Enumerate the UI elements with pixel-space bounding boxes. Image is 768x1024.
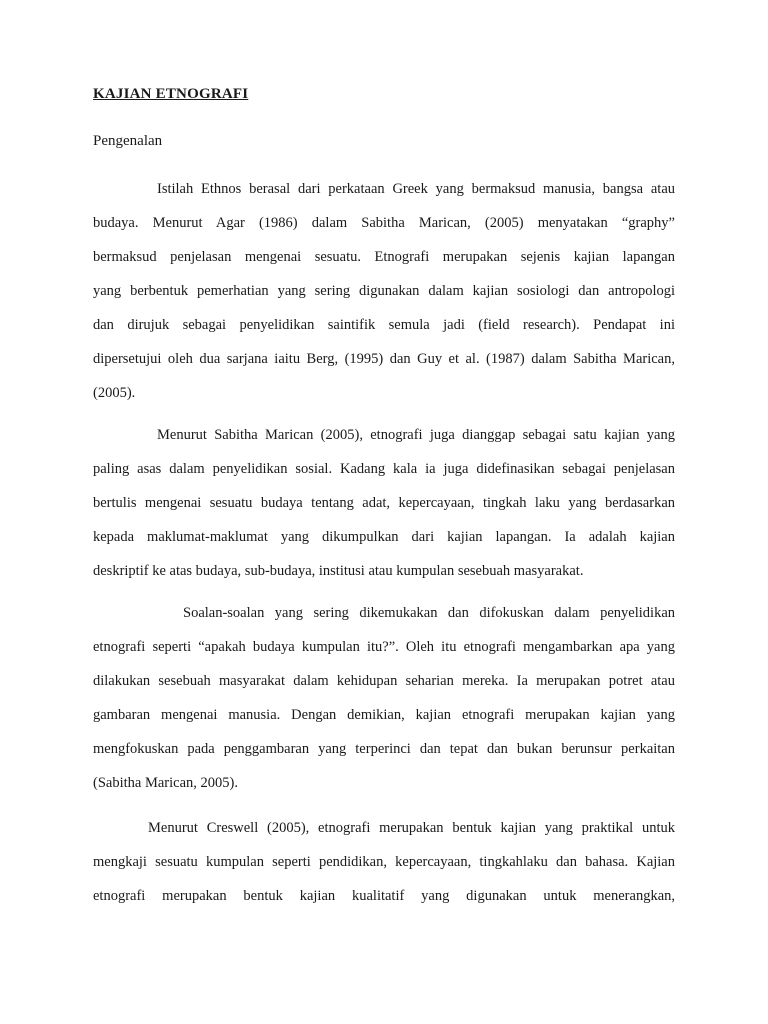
- paragraph-1: [93, 172, 675, 410]
- paragraph-line: (2005).: [93, 385, 136, 401]
- paragraph-line: bermaksud penjelasan mengenai sesuatu. Etnografi merupakan sejenis kajian lapangan: [93, 249, 675, 265]
- paragraph-line: mengkaji sesuatu kumpulan seperti pendidikan, kepercayaan, tingkahlaku dan bahasa. Kajian: [93, 854, 675, 870]
- paragraph-line: bertulis mengenai sesuatu budaya tentang adat, kepercayaan, tingkah laku yang berdasarkan: [93, 495, 675, 511]
- paragraph-2: [93, 418, 675, 588]
- paragraph-line: etnografi merupakan bentuk kajian kualitatif yang digunakan untuk menerangkan,: [93, 888, 675, 904]
- paragraph-line: kepada maklumat-maklumat yang dikumpulkan dari kajian lapangan. Ia adalah kajian: [93, 529, 675, 545]
- paragraph-4: [93, 811, 675, 913]
- paragraph-line: paling asas dalam penyelidikan sosial. Kadang kala ia juga didefinasikan sebagai penjelasan: [93, 461, 675, 477]
- paragraph-line: dilakukan sesebuah masyarakat dalam kehidupan seharian mereka. Ia merupakan potret atau: [93, 673, 675, 689]
- paragraph-line: mengfokuskan pada penggambaran yang terperinci dan tepat dan bukan berunsur perkaitan: [93, 741, 675, 757]
- paragraph-line: (Sabitha Marican, 2005).: [93, 775, 238, 791]
- paragraph-line: dipersetujui oleh dua sarjana iaitu Berg, (1995) dan Guy et al. (1987) dalam Sabitha Marican,: [93, 351, 675, 367]
- paragraph-line: Soalan-soalan yang sering dikemukakan dan difokuskan dalam penyelidikan: [183, 605, 675, 621]
- paragraph-line: budaya. Menurut Agar (1986) dalam Sabitha Marican, (2005) menyatakan “graphy”: [93, 215, 675, 231]
- paragraph-line: Menurut Sabitha Marican (2005), etnografi juga dianggap sebagai satu kajian yang: [157, 427, 675, 443]
- paragraph-line: dan dirujuk sebagai penyelidikan saintifik semula jadi (field research). Pendapat ini: [93, 317, 675, 333]
- document-title: KAJIAN ETNOGRAFI: [93, 86, 249, 102]
- paragraph-3: [93, 596, 675, 800]
- paragraph-line: etnografi seperti “apakah budaya kumpulan itu?”. Oleh itu etnografi mengambarkan apa yang: [93, 639, 675, 655]
- paragraph-line: deskriptif ke atas budaya, sub-budaya, institusi atau kumpulan sesebuah masyarakat.: [93, 563, 584, 579]
- section-heading: Pengenalan: [93, 133, 163, 149]
- paragraph-line: yang berbentuk pemerhatian yang sering digunakan dalam kajian sosiologi dan antropologi: [93, 283, 675, 299]
- paragraph-line: Menurut Creswell (2005), etnografi merupakan bentuk kajian yang praktikal untuk: [148, 820, 675, 836]
- paragraph-line: gambaran mengenai manusia. Dengan demikian, kajian etnografi merupakan kajian yang: [93, 707, 675, 723]
- paragraph-line: Istilah Ethnos berasal dari perkataan Greek yang bermaksud manusia, bangsa atau: [157, 181, 675, 197]
